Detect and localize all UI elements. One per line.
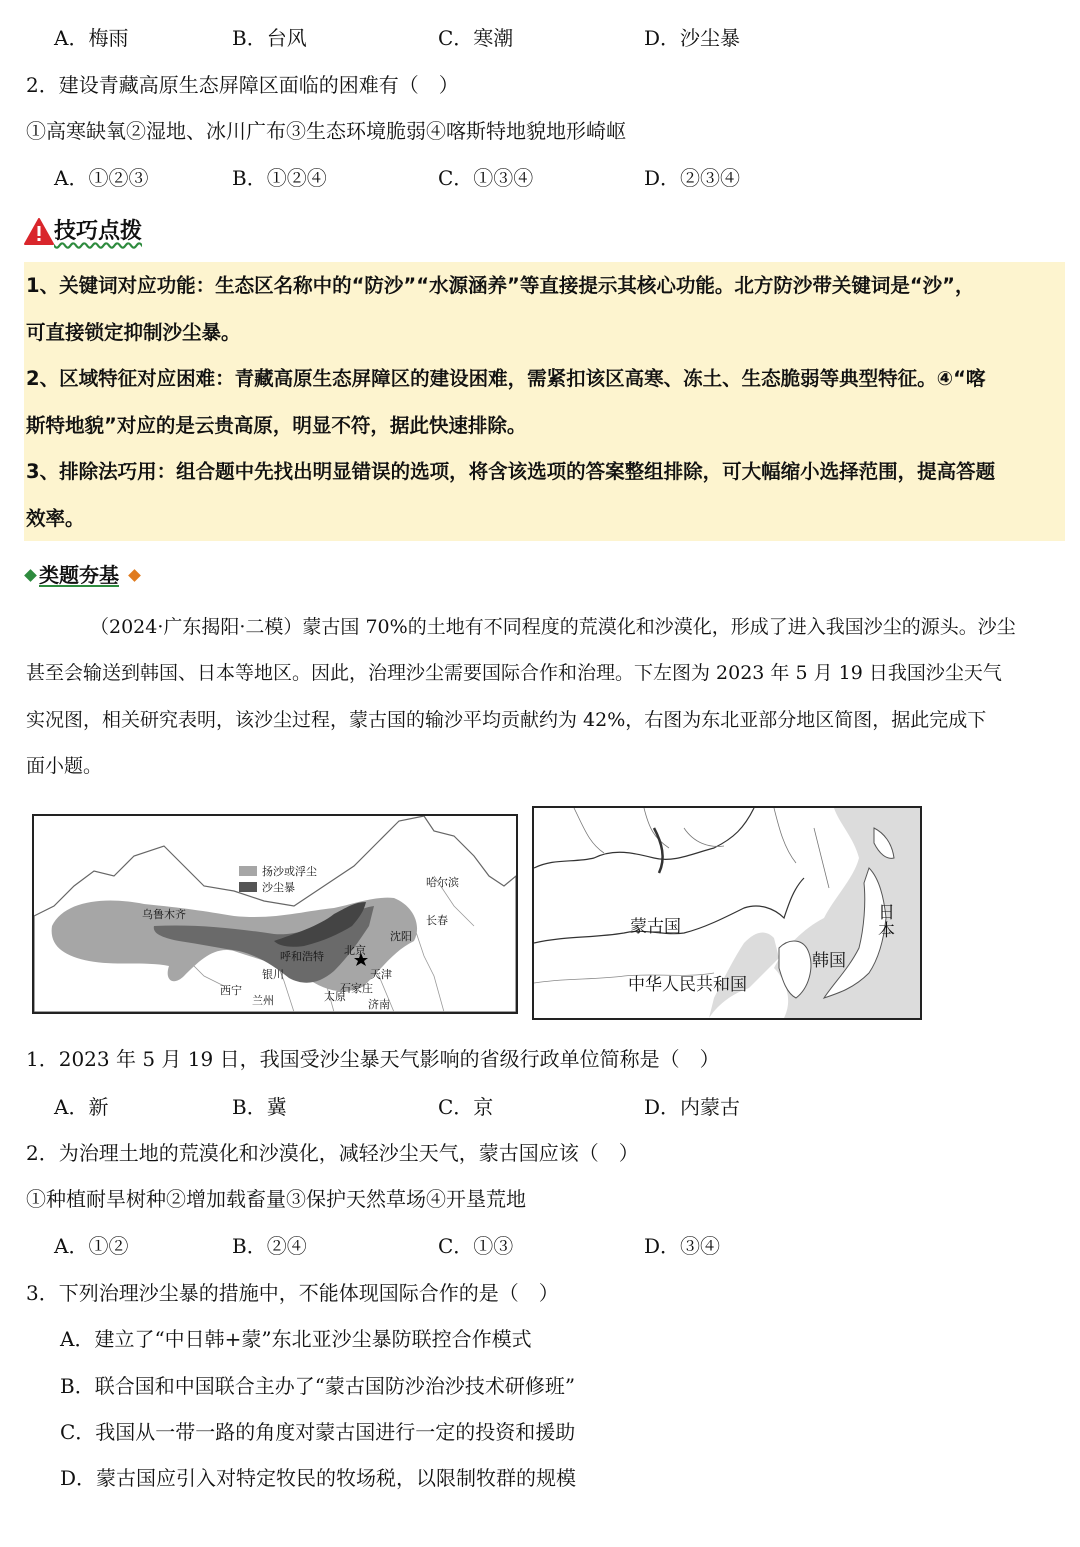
city-label: 西宁 <box>220 984 242 997</box>
dust-weather-map <box>32 814 518 1014</box>
diamond-icon <box>128 569 141 582</box>
city-label: 银川 <box>262 968 284 981</box>
country-label: 中华人民共和国 <box>628 975 747 995</box>
q2-stem: 2．为治理土地的荒漠化和沙漠化，减轻沙尘天气，蒙古国应该（ ） <box>26 1141 639 1165</box>
diamond-icon <box>24 569 37 582</box>
q3-stem: 3．下列治理沙尘暴的措施中，不能体现国际合作的是（ ） <box>26 1281 559 1305</box>
legend-label-dust: 扬沙或浮尘 <box>262 865 317 878</box>
tips-box <box>24 262 1065 541</box>
prev-q1-option-d[interactable]: D．沙尘暴 <box>644 26 741 50</box>
q2-choices: ①种植耐旱树种②增加载畜量③保护天然草场④开垦荒地 <box>26 1187 526 1211</box>
prev-q2-option-c[interactable]: C．①③④ <box>438 166 534 190</box>
q1-option-b[interactable]: B．冀 <box>232 1095 287 1119</box>
prev-q1-option-c[interactable]: C．寒潮 <box>438 26 514 50</box>
city-label: 太原 <box>324 990 346 1003</box>
prev-q2-option-b[interactable]: B．①②④ <box>232 166 327 190</box>
q3-option-b[interactable]: B．联合国和中国联合主办了“蒙古国防沙治沙技术研修班” <box>60 1374 576 1398</box>
tip-line: 2、区域特征对应困难：青藏高原生态屏障区的建设困难，需紧扣该区高寒、冻土、生态脆弱等典型特征。④“喀 <box>26 367 986 390</box>
country-label: 韩国 <box>812 951 846 971</box>
tip-line: 斯特地貌”对应的是云贵高原，明显不符，据此快速排除。 <box>26 414 527 437</box>
city-label: 济南 <box>368 998 390 1011</box>
city-label: 天津 <box>370 968 392 981</box>
northeast-asia-map <box>532 806 922 1020</box>
q1-option-c[interactable]: C．京 <box>438 1095 494 1119</box>
prev-q1-option-a[interactable]: A．梅雨 <box>54 26 129 50</box>
q3-option-a[interactable]: A．建立了“中日韩+蒙”东北亚沙尘暴防联控合作模式 <box>60 1327 532 1351</box>
q2-option-a[interactable]: A．①② <box>54 1234 129 1258</box>
intro-line: （2024·广东揭阳·二模）蒙古国 70%的土地有不同程度的荒漠化和沙漠化，形成了进入我国沙尘的源头。沙尘 <box>90 616 1016 638</box>
tips-heading-label: 技巧点拨 <box>54 219 143 244</box>
q1-option-a[interactable]: A．新 <box>54 1095 109 1119</box>
prev-q2-option-d[interactable]: D．②③④ <box>644 166 741 190</box>
city-label: 长春 <box>426 914 448 927</box>
intro-line: 实况图，相关研究表明，该沙尘过程，蒙古国的输沙平均贡献约为 42%，右图为东北亚部分地区简图，据此完成下 <box>26 709 987 731</box>
city-label: 乌鲁木齐 <box>142 908 186 921</box>
intro-line: 甚至会输送到韩国、日本等地区。因此，治理沙尘需要国际合作和治理。下左图为 2023 年 5 月 19 日我国沙尘天气 <box>26 662 1002 684</box>
prev-q2-stem: 2．建设青藏高原生态屏障区面临的困难有（ ） <box>26 73 459 97</box>
tip-line: 效率。 <box>26 507 85 530</box>
q3-option-c[interactable]: C．我国从一带一路的角度对蒙古国进行一定的投资和援助 <box>60 1420 576 1444</box>
q1-stem: 1．2023 年 5 月 19 日，我国受沙尘暴天气影响的省级行政单位简称是（ ） <box>26 1047 720 1071</box>
city-label: 哈尔滨 <box>426 876 459 889</box>
prev-q1-option-b[interactable]: B．台风 <box>232 26 307 50</box>
city-label: 沈阳 <box>390 930 412 943</box>
q2-option-d[interactable]: D．③④ <box>644 1234 721 1258</box>
city-label: 北京 <box>344 944 366 957</box>
tip-line: 可直接锁定抑制沙尘暴。 <box>26 321 241 344</box>
q3-option-d[interactable]: D．蒙古国应引入对特定牧民的牧场税，以限制牧群的规模 <box>60 1466 577 1490</box>
q2-option-b[interactable]: B．②④ <box>232 1234 307 1258</box>
city-label: 呼和浩特 <box>280 950 324 963</box>
intro-line: 面小题。 <box>26 755 103 777</box>
practice-heading-label: 类题夯基 <box>39 563 119 587</box>
warning-icon <box>24 218 54 246</box>
city-label: 石家庄 <box>340 982 373 995</box>
q1-option-d[interactable]: D．内蒙古 <box>644 1095 741 1119</box>
prev-q2-choices: ①高寒缺氧②湿地、冰川广布③生态环境脆弱④喀斯特地貌地形崎岖 <box>26 119 626 143</box>
country-label: 蒙古国 <box>630 917 681 937</box>
country-label: 日本 <box>878 903 895 941</box>
city-label: 兰州 <box>252 994 274 1007</box>
tip-line: 1、关键词对应功能：生态区名称中的“防沙”“水源涵养”等直接提示其核心功能。北方防沙带关键词是“沙”， <box>26 274 975 297</box>
legend-label-sandstorm: 沙尘暴 <box>262 881 295 894</box>
q2-option-c[interactable]: C．①③ <box>438 1234 514 1258</box>
tip-line: 3、排除法巧用：组合题中先找出明显错误的选项，将含该选项的答案整组排除，可大幅缩小选择范围，提高答题 <box>26 460 996 483</box>
prev-q2-option-a[interactable]: A．①②③ <box>54 166 149 190</box>
